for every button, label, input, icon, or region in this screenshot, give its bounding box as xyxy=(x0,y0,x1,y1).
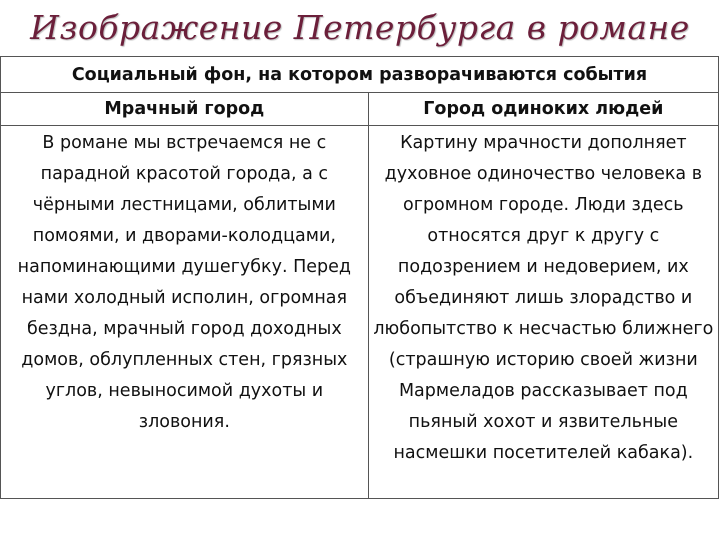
column-header-lonely-city: Город одиноких людей xyxy=(368,93,718,126)
gloomy-city-text: В романе мы встречаемся не с парадной красотой города, а с чёрными лестницами, облитыми помоями, и дворами-колодцами, напоминающими душегубку. Перед нами холодный исполин, огромная бездна, мрачный город доходных домов, облупленных стен, грязных углов, невыносимой духоты и зловония. xyxy=(17,133,351,432)
comparison-table xyxy=(0,56,719,499)
table-body-row xyxy=(1,126,719,499)
lonely-city-text: Картину мрачности дополняет духовное одиночество человека в огромном городе. Люди здесь относятся друг к другу с подозрением и недоверием, их объединяют лишь злорадство и любопытство к несчастью ближнего (страшную историю своей жизни Мармеладов рассказывает под пьяный хохот и язвительные насмешки посетителей кабака). xyxy=(373,133,714,463)
table-caption: Социальный фон, на котором разворачиваются события xyxy=(1,57,719,93)
table-caption-row xyxy=(1,57,719,93)
slide-title: Изображение Петербурга в романе xyxy=(30,8,690,47)
table-header-row xyxy=(1,93,719,126)
lonely-city-cell xyxy=(368,126,718,499)
gloomy-city-cell xyxy=(1,126,369,499)
column-header-gloomy-city: Мрачный город xyxy=(1,93,369,126)
